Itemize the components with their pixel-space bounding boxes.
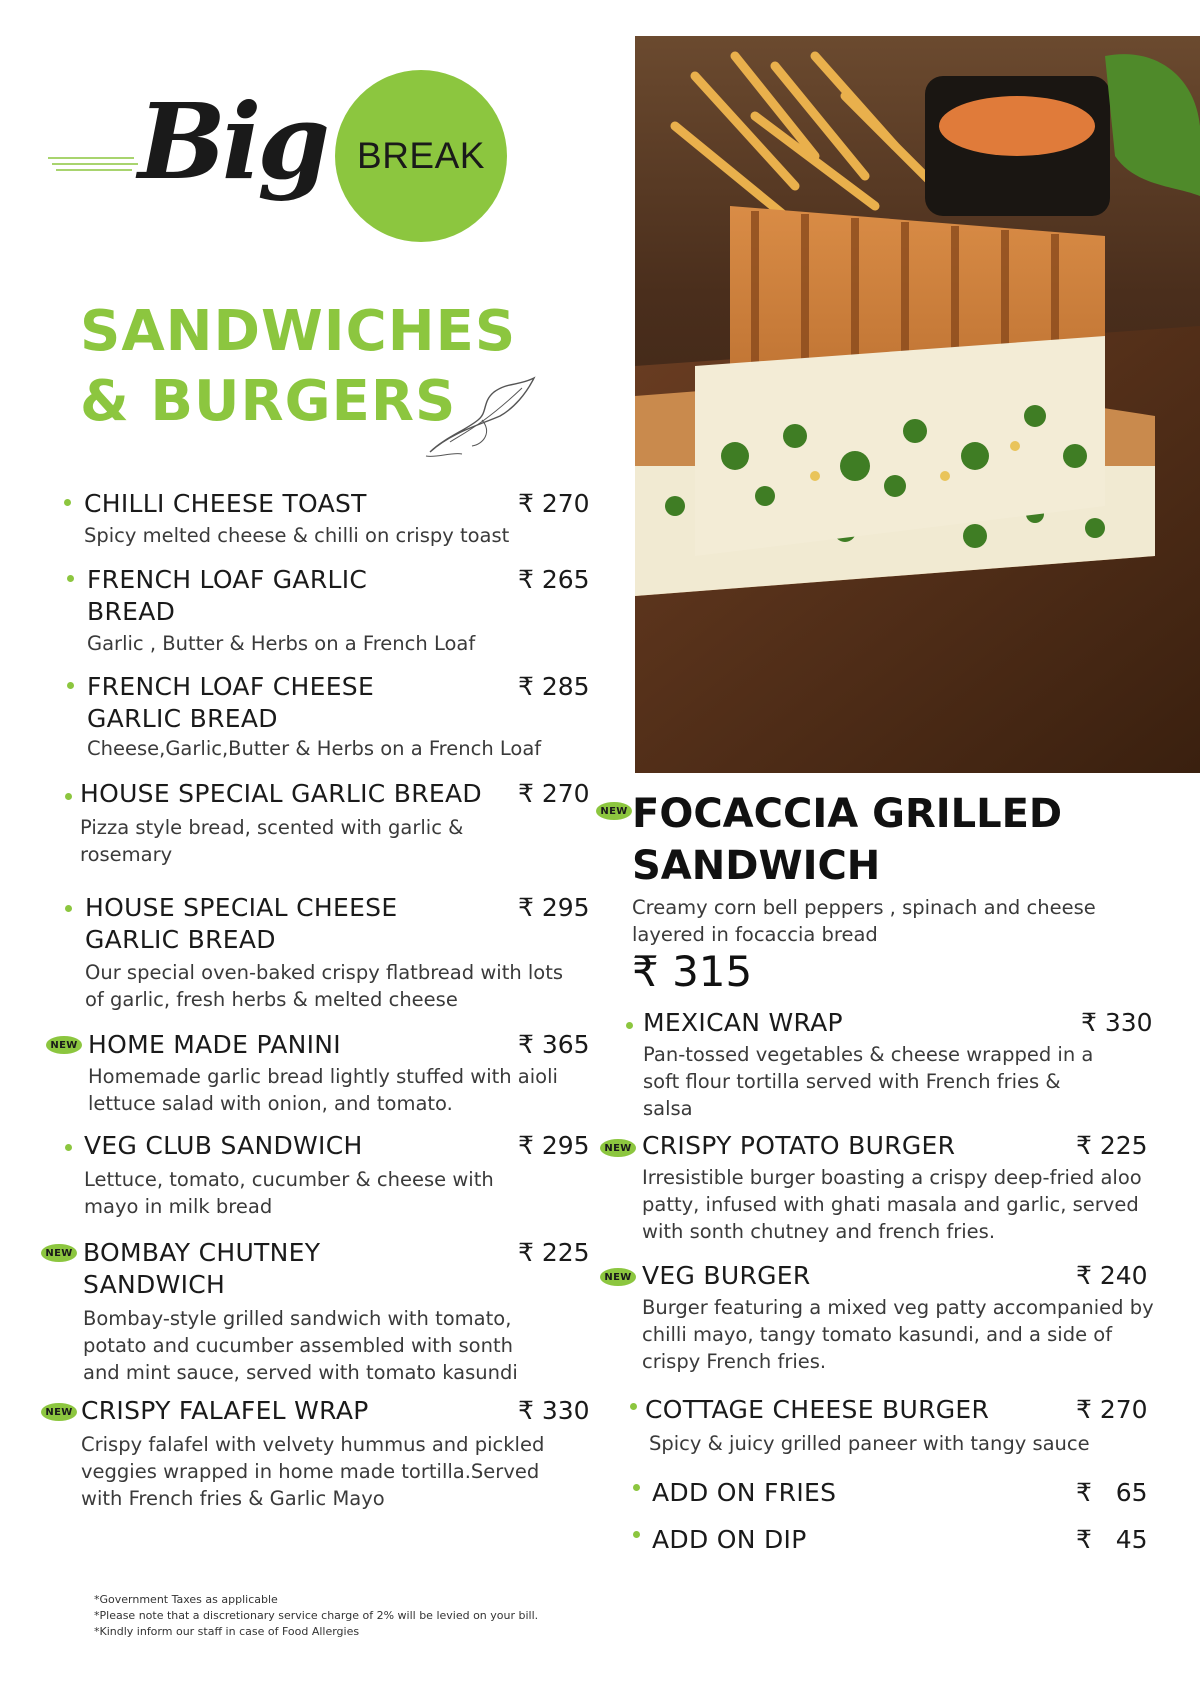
item-desc: Garlic , Butter & Herbs on a French Loaf xyxy=(87,632,476,655)
item-name: CRISPY FALAFEL WRAP xyxy=(81,1396,369,1425)
item-desc: Pizza style bread, scented with garlic & rosemary xyxy=(80,816,464,866)
item-price: ₹ 65 xyxy=(1076,1478,1148,1507)
item-name: MEXICAN WRAP xyxy=(643,1008,843,1037)
new-badge xyxy=(46,1036,82,1054)
big-script-title: Big xyxy=(138,80,327,203)
item-name: COTTAGE CHEESE BURGER xyxy=(645,1395,990,1424)
item-price: ₹ 330 xyxy=(518,1396,590,1425)
item-name: ADD ON DIP xyxy=(652,1525,807,1554)
item-desc: Burger featuring a mixed veg patty accompanied by chilli mayo, tangy tomato kasundi, and a side of crispy French fries. xyxy=(642,1296,1154,1373)
item-desc: Bombay-style grilled sandwich with tomato, potato and cucumber assembled with sonth and mint sauce, served with tomato kasundi xyxy=(83,1307,518,1384)
item-name: FRENCH LOAF GARLIC BREAD xyxy=(87,565,368,626)
leaf-decoration-icon xyxy=(422,372,544,460)
bullet-icon xyxy=(65,905,72,912)
item-name: HOME MADE PANINI xyxy=(88,1030,341,1059)
item-price: ₹ 295 xyxy=(518,893,590,922)
item-desc: Cheese,Garlic,Butter & Herbs on a French Loaf xyxy=(87,737,542,760)
new-badge-text: NEW xyxy=(50,1039,78,1051)
bullet-icon xyxy=(626,1022,633,1029)
bullet-icon xyxy=(633,1531,640,1538)
menu-item-french-loaf-cheese-garlic-bread xyxy=(87,671,597,762)
new-badge xyxy=(600,1268,636,1286)
footnote-service-charge: *Please note that a discretionary service charge of 2% will be levied on your bill. xyxy=(94,1609,539,1622)
item-price: ₹ 265 xyxy=(518,565,590,594)
item-desc: Irresistible burger boasting a crispy deep-fried aloo patty, infused with ghati masala and garlic, served with sonth chutney and french fries. xyxy=(642,1166,1142,1243)
item-desc: Pan-tossed vegetables & cheese wrapped in a soft flour tortilla served with French fries & salsa xyxy=(643,1043,1094,1120)
new-badge xyxy=(600,1139,636,1157)
item-price: ₹ 270 xyxy=(518,779,590,808)
new-badge-text: NEW xyxy=(604,1142,632,1154)
menu-header xyxy=(48,70,528,250)
featured-desc: Creamy corn bell peppers , spinach and cheese layered in focaccia bread xyxy=(632,896,1096,946)
bullet-icon xyxy=(67,682,74,689)
menu-item-add-on-fries xyxy=(652,1477,1162,1509)
new-badge xyxy=(596,802,632,820)
menu-item-home-made-panini xyxy=(88,1029,598,1117)
item-name: HOUSE SPECIAL CHEESE GARLIC BREAD xyxy=(85,893,398,954)
menu-item-crispy-falafel-wrap xyxy=(81,1395,591,1512)
item-price: ₹ 285 xyxy=(518,672,590,701)
item-desc: Our special oven-baked crispy flatbread with lots of garlic, fresh herbs & melted cheese xyxy=(85,961,564,1011)
item-price: ₹ 225 xyxy=(518,1238,590,1267)
item-price: ₹ 330 xyxy=(1081,1008,1153,1037)
item-desc: Crispy falafel with velvety hummus and pickled veggies wrapped in home made tortilla.Served with French fries & Garlic Mayo xyxy=(81,1433,545,1510)
item-name: CRISPY POTATO BURGER xyxy=(642,1131,956,1160)
bullet-icon xyxy=(633,1484,640,1491)
item-desc: Lettuce, tomato, cucumber & cheese with mayo in milk bread xyxy=(84,1168,494,1218)
menu-item-house-special-cheese-garlic-bread xyxy=(85,892,595,1013)
menu-item-mexican-wrap xyxy=(643,1007,1163,1122)
item-price: ₹ 240 xyxy=(1076,1261,1148,1290)
new-badge-text: NEW xyxy=(45,1247,73,1259)
item-name: BOMBAY CHUTNEY SANDWICH xyxy=(83,1238,321,1299)
footnote-taxes: *Government Taxes as applicable xyxy=(94,1593,278,1606)
item-price: ₹ 270 xyxy=(1076,1395,1148,1424)
item-name: HOUSE SPECIAL GARLIC BREAD xyxy=(80,779,482,808)
item-name: VEG CLUB SANDWICH xyxy=(84,1131,363,1160)
speed-lines-icon xyxy=(48,154,138,174)
menu-item-veg-burger xyxy=(642,1260,1162,1375)
footnote-allergies: *Kindly inform our staff in case of Food Allergies xyxy=(94,1625,360,1638)
bullet-icon xyxy=(630,1403,637,1410)
item-desc: Homemade garlic bread lightly stuffed with aioli lettuce salad with onion, and tomato. xyxy=(88,1065,558,1115)
menu-item-add-on-dip xyxy=(652,1524,1162,1556)
new-badge-text: NEW xyxy=(600,805,628,817)
new-badge xyxy=(41,1403,77,1421)
bullet-icon xyxy=(64,499,71,506)
featured-title: FOCACCIA GRILLED SANDWICH xyxy=(632,791,1063,889)
item-desc: Spicy melted cheese & chilli on crispy toast xyxy=(84,524,510,547)
menu-item-bombay-chutney-sandwich xyxy=(83,1237,593,1386)
item-desc: Spicy & juicy grilled paneer with tangy sauce xyxy=(649,1432,1090,1455)
bullet-icon xyxy=(67,575,74,582)
item-price: ₹ 270 xyxy=(518,489,590,518)
item-name: CHILLI CHEESE TOAST xyxy=(84,489,367,518)
new-badge xyxy=(41,1244,77,1262)
new-badge-text: NEW xyxy=(45,1406,73,1418)
menu-item-crispy-potato-burger xyxy=(642,1130,1162,1245)
item-name: VEG BURGER xyxy=(642,1261,811,1290)
bullet-icon xyxy=(65,1144,72,1151)
item-name: FRENCH LOAF CHEESE GARLIC BREAD xyxy=(87,672,375,733)
item-price: ₹ 45 xyxy=(1076,1525,1148,1554)
menu-item-house-special-garlic-bread xyxy=(80,778,595,868)
featured-price: ₹ 315 xyxy=(632,947,753,996)
menu-item-chilli-cheese-toast xyxy=(84,488,594,549)
item-price: ₹ 365 xyxy=(518,1030,590,1059)
section-title-line2: & BURGERS xyxy=(80,369,457,434)
new-badge-text: NEW xyxy=(604,1271,632,1283)
bullet-icon xyxy=(65,793,72,800)
item-price: ₹ 295 xyxy=(518,1131,590,1160)
menu-item-french-loaf-garlic-bread xyxy=(87,564,597,657)
menu-item-veg-club-sandwich xyxy=(84,1130,594,1220)
item-price: ₹ 225 xyxy=(1076,1131,1148,1160)
footnotes xyxy=(94,1592,654,1640)
section-title-line1: SANDWICHES xyxy=(80,299,517,364)
menu-item-cottage-cheese-burger xyxy=(645,1394,1165,1457)
break-badge xyxy=(335,70,507,242)
break-badge-text: BREAK xyxy=(357,135,485,176)
item-name: ADD ON FRIES xyxy=(652,1478,837,1507)
sandwich-photo xyxy=(635,36,1200,773)
